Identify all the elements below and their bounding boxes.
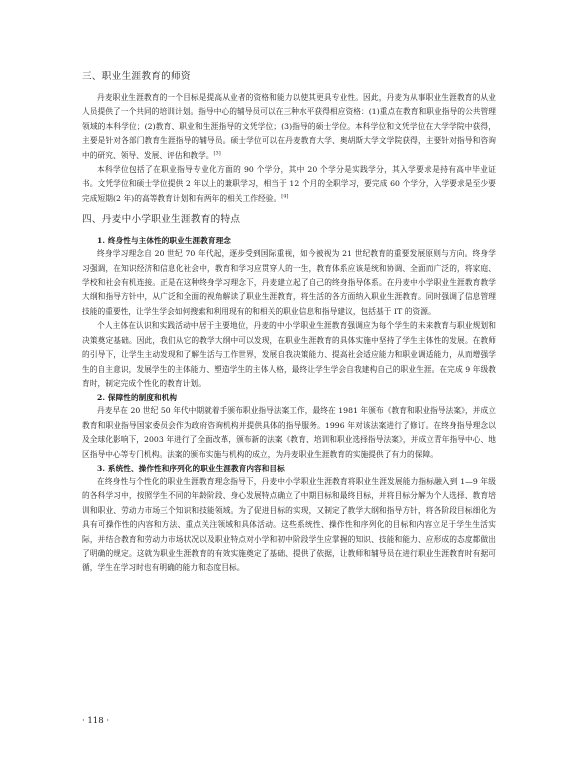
subsection-heading-systematic: 3. 系统性、操作性和序列化的职业生涯教育内容和目标 (97, 463, 285, 473)
section-heading-teachers: 三、职业生涯教育的师资 (82, 71, 191, 82)
paragraph-degree-credits (82, 163, 496, 206)
subsection-heading-lifelong: 1. 终身性与主体性的职业生涯教育理念 (97, 236, 231, 246)
section-heading-features: 四、丹麦中小学职业生涯教育的特点 (82, 214, 241, 226)
paragraph-systematic-goals: 在终身性与个性化的职业生涯教育理念指导下，丹麦中小学职业生涯教育将职业生涯发展能力指标融入到 1—9 年级的各科学习中，按照学生不同的年龄阶段、身心发展特点确立了中期目标和最终目标，并将目标分解为个人选择、教育培训和职业、劳动力市场三个知识和技能领域。为了促进目标的实现，又制定了教学大纲和指导方针，将各阶段目标细化为具有可操作性的内容和方法、重点关注领域和具体活动。这些系统性、操作性和序列化的目标和内容立足于学生生活实际，并结合教育和劳动力市场状况以及职业特点对小学和初中阶段学生应掌握的知识、技能和能力、应形成的态度都做出了明确的规定。这就为职业生涯教育的有效实施奠定了基础、提供了依据，让教师和辅导员在进行职业生涯教育时有据可循，学生在学习时也有明确的能力和态度目标。 (82, 476, 496, 573)
citation-ref: [4] (281, 193, 289, 200)
page-number: · 118 · (82, 716, 110, 726)
subsection-heading-institutions: 2. 保障性的制度和机构 (97, 393, 178, 403)
page-body (82, 70, 496, 576)
paragraph-teacher-qualifications (82, 91, 496, 163)
paragraph-text: 丹麦职业生涯教育的一个目标是提高从业者的资格和能力以使其更具专业性。因此，丹麦为从事职业生涯教育的从业人员提供了一个共同的培训计划。指导中心的辅导员可以在三种水平获得相应资格：(1)重点在教育和职业指导的公共管理领域的本科学位；(2)教育、职业和生涯指导的文凭学位；(3)指导的硕士学位。本科学位和文凭学位在大学学院中获得，主要是针对各部门教育生涯指导的辅导员。硕士学位可以在丹麦教育大学、奥胡斯大学文学院获得，主要针对指导和咨询中的研究、领导、发展、评估和教学。 (82, 93, 496, 160)
paragraph-text: 本科学位包括了在职业指导专业化方面的 90 个学分，其中 20 个学分是实践学分，其入学要求是持有高中毕业证书。文凭学位和硕士学位提供 2 年以上的兼职学习，相当于 12 个月的全职学习，要完成 60 个学分，入学要求是至少要完成短期(2 年)的高等教育计划和有两年的相关工作经验。 (82, 165, 496, 203)
paragraph-student-subjectivity: 个人主体在认识和实践活动中居于主要地位，丹麦的中小学职业生涯教育强调应为每个学生的未来教育与职业规划和决策奠定基础。因此，我们从它的教学大纲中可以发现，在职业生涯教育的具体实施中坚持了学生主体性的发展。在教师的引导下，让学生主动发现和了解生活与工作世界，发展自我决策能力、提高社会适应能力和职业调适能力，从而增强学生的自主意识，发展学生的主体能力、塑造学生的主体人格，最终让学生学会自我建构自己的职业生涯。在完成 9 年级教育时，制定完成个性化的教育计划。 (82, 321, 496, 388)
citation-ref: [3] (213, 150, 221, 157)
paragraph-lifelong-learning: 终身学习理念自 20 世纪 70 年代起，逐步受到国际重视，如今被视为 21 世纪教育的重要发展原则与方向。终身学习强调，在知识经济和信息化社会中，教育和学习应贯穿人的一生，教育体系应该是统和协调、全面而广泛的，将家庭、学校和社会有机连接。正是在这种终身学习理念下，丹麦建立起了自己的终身指导体系。在丹麦中小学职业生涯教育教学大纲和指导方针中，从广泛和全面的视角解读了职业生涯教育，将生活的各方面纳入职业生涯教育。同时强调了信息管理技能的重要性，让学生学会如何搜索和利用现有的和相关的职业信息和指导建议，包括基于 IT 的资源。 (82, 249, 496, 316)
paragraph-legislation: 丹麦早在 20 世纪 50 年代中期就着手颁布职业指导法案工作，最终在 1981 年颁布《教育和职业指导法案》，并成立教育和职业指导国家委员会作为政府咨询机构并提供具体的指导服务。1996 年对该法案进行了修订。在终身指导理念以及全球化影响下，2003 年进行了全面改革，颁布新的法案《教育、培训和职业选择指导法案》，并成立青年指导中心、地区指导中心等专门机构。法案的颁布实施与机构的成立，为丹麦职业生涯教育的实施提供了有力的保障。 (82, 406, 496, 459)
